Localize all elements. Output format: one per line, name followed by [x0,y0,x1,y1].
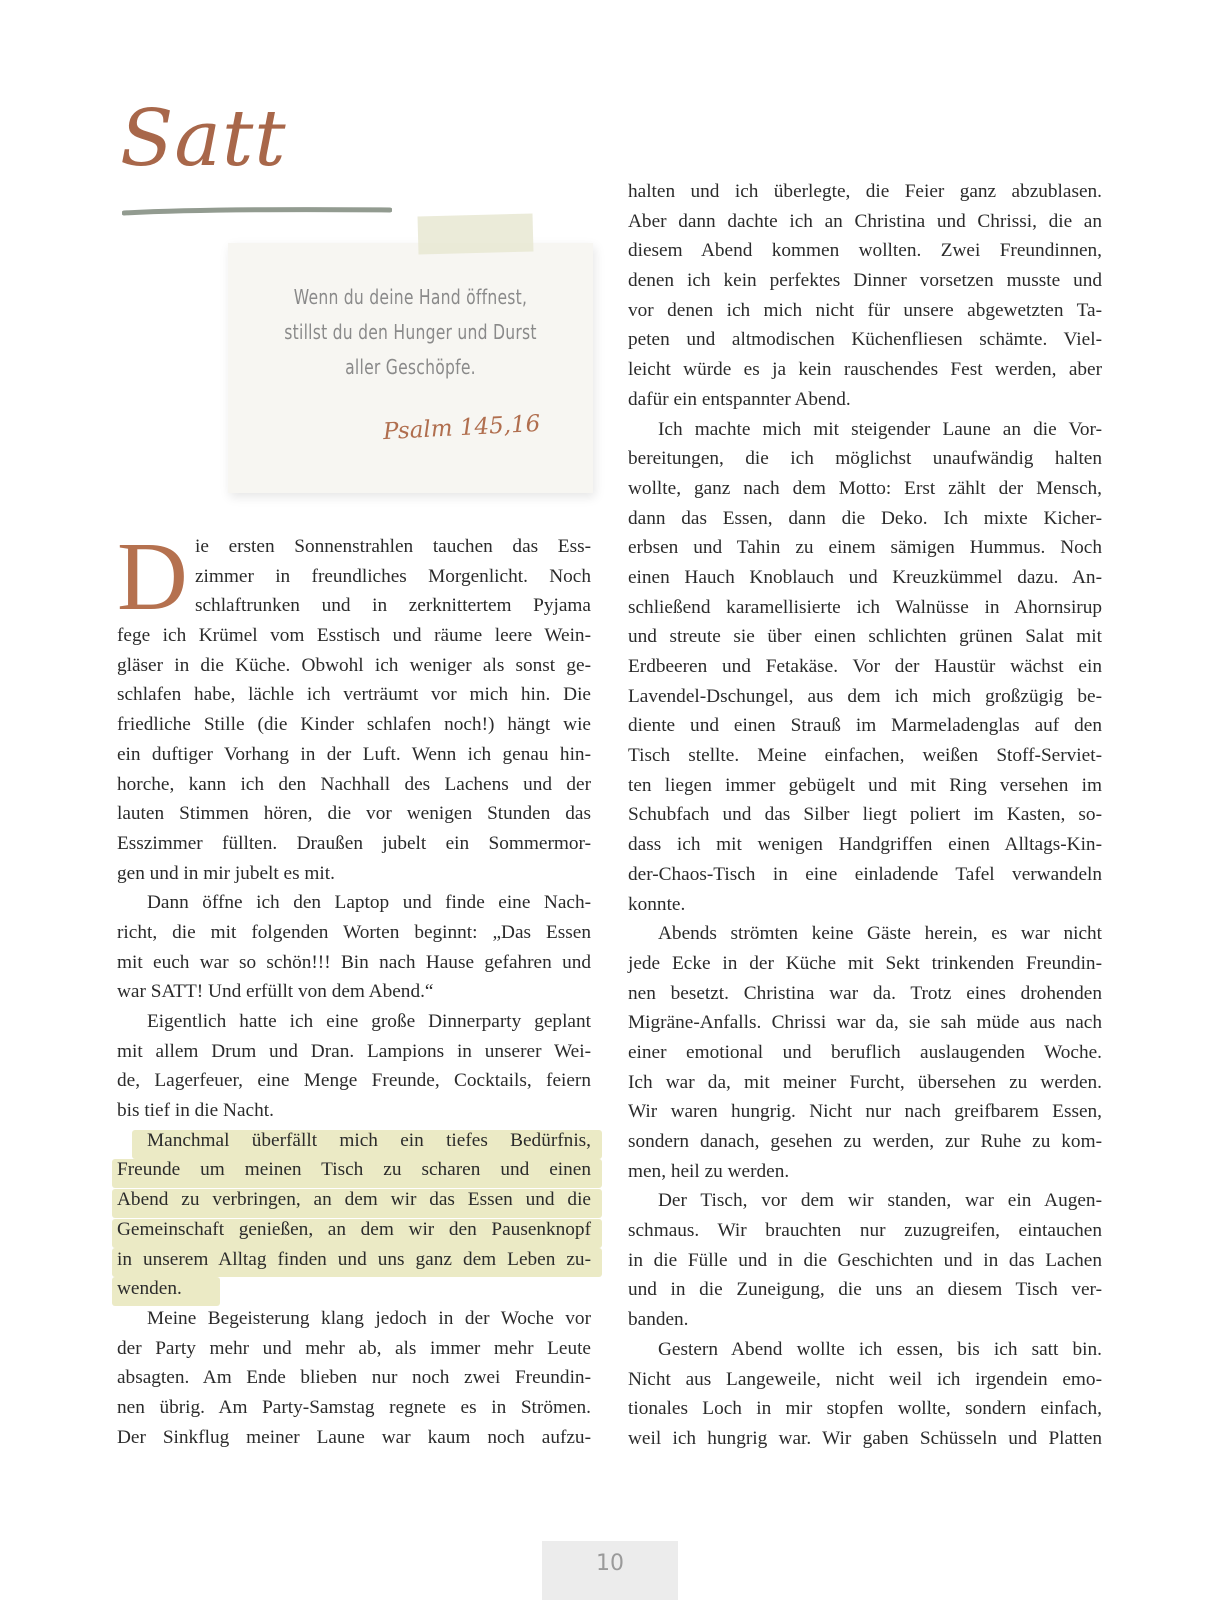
text-line: tionales Loch in mir stopfen wollte, sondern einfach, [628,1398,1102,1420]
text-line: diente und einen Strauß im Marmeladenglas auf den [628,715,1102,737]
text-line: ein duftiger Vorhang in der Luft. Wenn ich genau hin- [117,743,591,765]
bible-quote-card [228,243,593,493]
drop-cap: D [117,523,188,631]
quote-line: Wenn du deine Hand öffnest, [293,285,528,309]
text-line: absagten. Am Ende blieben nur noch zwei Freundin- [117,1367,591,1389]
text-line: nen übrig. Am Party-Samstag regnete es in Strömen. [117,1396,591,1418]
text-line: lauten Stimmen hören, die vor wenigen Stunden das [117,803,591,825]
text-line: dann das Essen, dann die Deko. Ich mixte Kicher- [628,507,1102,529]
text-line: Manchmal überfällt mich ein tiefes Bedürfnis, [147,1129,591,1151]
quote-line: stillst du den Hunger und Durst [284,320,537,344]
text-line: einen Hauch Knoblauch und Kreuzkümmel dazu. An- [628,566,1102,588]
text-line: Lavendel-Dschungel, aus dem ich mich großzügig be- [628,685,1102,707]
text-line: war SATT! Und erfüllt von dem Abend.“ [117,981,434,1003]
text-line: zimmer in freundliches Morgenlicht. Noch [195,565,591,587]
text-line: Nicht aus Langeweile, nicht weil ich irgendein emo- [628,1368,1102,1390]
text-line: Esszimmer füllten. Draußen jubelt ein Sommermor- [117,832,591,854]
text-line: Gemeinschaft genießen, an dem wir den Pausenknopf [117,1218,591,1240]
text-line: dafür ein entspannter Abend. [628,388,851,410]
text-line: Meine Begeisterung klang jedoch in der Woche vor [147,1307,591,1329]
text-line: Gestern Abend wollte ich essen, bis ich satt bin. [658,1338,1102,1360]
tape-strip [418,214,534,255]
left-text-column [117,532,591,1452]
text-line: de, Lagerfeuer, eine Menge Freunde, Cocktails, feiern [117,1070,591,1092]
text-line: und in die Zuneigung, die uns an diesem Tisch ver- [628,1279,1102,1301]
text-line: und streute sie über einen schlichten grünen Salat mit [628,626,1102,648]
text-line: schlafen habe, lächle ich verträumt vor mich hin. Die [117,684,591,706]
text-line: Ich machte mich mit steigender Laune an die Vor- [658,418,1102,440]
text-line: banden. [628,1309,689,1331]
text-line: ie ersten Sonnenstrahlen tauchen das Ess- [195,536,591,557]
text-line: men, heil zu werden. [628,1160,790,1182]
text-line: Wir waren hungrig. Nicht nur nach greifbarem Essen, [628,1101,1102,1123]
text-line: fege ich Krümel vom Esstisch und räume leere Wein- [117,625,591,647]
text-line: horche, kann ich den Nachhall des Lachens und der [117,773,591,795]
title-underline-brushstroke [122,207,392,217]
text-line: schmaus. Wir brauchten nur zuzugreifen, eintauchen [628,1220,1102,1242]
text-line: gläser in die Küche. Obwohl ich weniger als sonst ge- [117,654,591,676]
text-line: schließend karamellisierte ich Walnüsse in Ahornsirup [628,596,1102,618]
quote-reference: Psalm 145,16 [382,410,541,446]
text-line: wenden. [117,1278,182,1300]
text-line: Freunde um meinen Tisch zu scharen und einen [117,1159,591,1181]
text-line: in unserem Alltag finden und uns ganz dem Leben zu- [117,1248,591,1270]
text-line: Abends strömten keine Gäste herein, es war nicht [658,923,1102,945]
text-line: Dann öffne ich den Laptop und finde eine Nach- [147,892,591,914]
text-line: Der Tisch, vor dem wir standen, war ein Augen- [658,1190,1102,1212]
text-line: in die Fülle und in die Geschichten und in das Lachen [628,1249,1102,1271]
text-line: Schubfach und das Silber liegt poliert im Kasten, so- [628,804,1102,826]
text-line: wollte, ganz nach dem Motto: Erst zählt der Mensch, [628,477,1102,499]
text-line: sondern danach, gesehen zu werden, zur Ruhe zu kom- [628,1131,1102,1152]
quote-line: aller Geschöpfe. [345,355,476,379]
text-line: einer emotional und beruflich auslaugenden Woche. [628,1041,1102,1063]
text-line: mit euch war so schön!!! Bin nach Hause gefahren und [117,951,591,973]
text-line: ten liegen immer gebügelt und mit Ring versehen im [628,774,1102,796]
text-line: friedliche Stille (die Kinder schlafen noch!) hängt wie [117,714,591,736]
text-line: konnte. [628,893,686,915]
text-line: mit allem Drum und Dran. Lampions in unserer Wei- [117,1040,591,1062]
text-line: nen besetzt. Christina war da. Trotz eines drohenden [628,982,1102,1004]
text-line: denen ich kein perfektes Dinner vorsetzen musste und [628,270,1102,292]
text-line: vor denen ich mich nicht für unsere abgewetzten Ta- [628,299,1102,321]
text-line: Aber dann dachte ich an Christina und Chrissi, die an [628,210,1102,232]
page-number: 10 [596,1551,624,1576]
text-line: bereitungen, die ich möglichst unaufwändig halten [628,448,1102,470]
text-line: leicht würde es ja kein rauschendes Fest werden, aber [628,359,1102,381]
text-line: halten und ich überlegte, die Feier ganz abzublasen. [628,181,1102,202]
text-line: peten und altmodischen Küchenfliesen schämte. Viel- [628,329,1102,351]
text-line: der-Chaos-Tisch in eine einladende Tafel verwandeln [628,863,1102,885]
text-line: richt, die mit folgenden Worten beginnt: „Das Essen [117,921,591,943]
text-line: Der Sinkflug meiner Laune war kaum noch aufzu- [117,1426,591,1448]
text-line: Tisch stellte. Meine einfachen, weißen Stoff-Serviet- [628,745,1102,767]
right-text-column [628,177,1102,1454]
text-line: Eigentlich hatte ich eine große Dinnerparty geplant [147,1011,591,1032]
text-line: schlaftrunken und in zerknittertem Pyjama [195,595,591,617]
text-line: bis tief in die Nacht. [117,1100,274,1122]
text-line: Ich war da, mit meiner Furcht, übersehen zu werden. [628,1071,1102,1093]
text-line: Erdbeeren und Fetakäse. Vor der Haustür wächst ein [628,656,1102,677]
text-line: erbsen und Tahin zu einem sämigen Hummus. Noch [628,537,1102,559]
text-line: Abend zu verbringen, an dem wir das Essen und die [117,1189,591,1211]
text-line: dass ich mit wenigen Handgriffen einen Alltags-Kin- [628,834,1102,856]
text-line: gen und in mir jubelt es mit. [117,862,335,884]
text-line: der Party mehr und mehr ab, als immer mehr Leute [117,1337,591,1359]
chapter-title: Satt [120,94,287,184]
text-line: Migräne-Anfalls. Chrissi war da, sie sah müde aus nach [628,1012,1102,1034]
text-line: diesem Abend kommen wollten. Zwei Freundinnen, [628,240,1102,262]
text-line: weil ich hungrig war. Wir gaben Schüsseln und Platten [628,1427,1102,1449]
text-line: jede Ecke in der Küche mit Sekt trinkenden Freundin- [628,952,1102,974]
